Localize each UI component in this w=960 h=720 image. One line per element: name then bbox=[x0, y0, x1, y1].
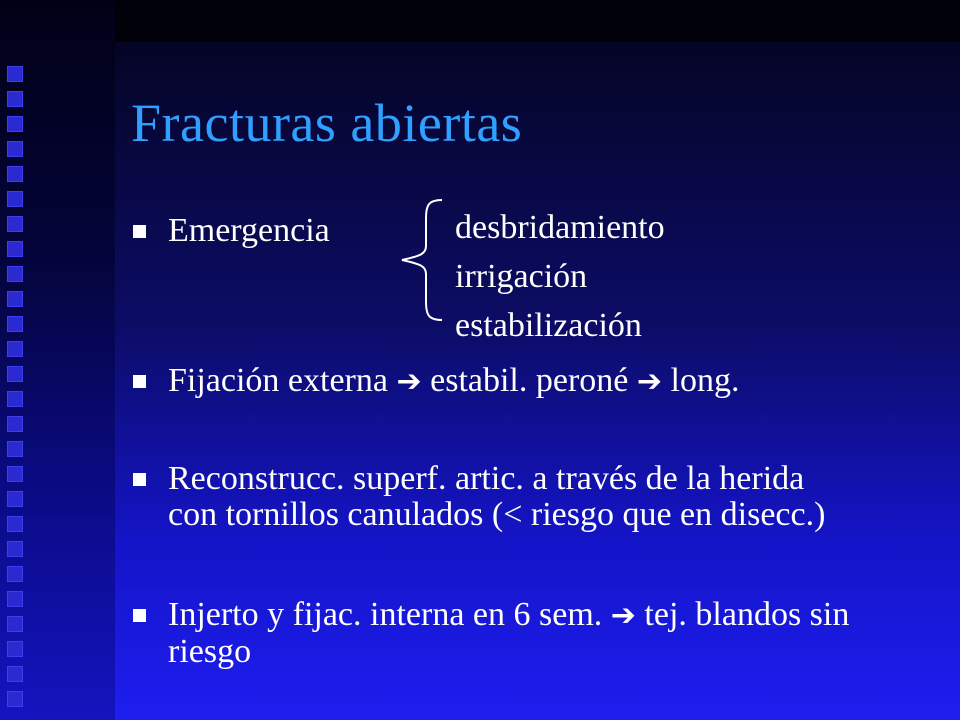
text-line: riesgo bbox=[168, 633, 252, 670]
text-part: Injerto y fijac. interna en 6 sem. bbox=[168, 596, 603, 633]
bullet-text: Emergencia bbox=[168, 212, 330, 249]
curly-brace-icon bbox=[398, 198, 448, 322]
decorative-square bbox=[7, 441, 23, 457]
decorative-square bbox=[7, 366, 23, 382]
text-line: Reconstrucc. superf. artic. a través de la herida bbox=[168, 460, 805, 497]
decorative-square bbox=[7, 416, 23, 432]
decorative-square bbox=[7, 691, 23, 707]
decorative-square bbox=[7, 566, 23, 582]
right-arrow-icon: ➔ bbox=[636, 364, 663, 399]
decorative-square bbox=[7, 66, 23, 82]
bullet-text bbox=[168, 461, 825, 533]
step-item: desbridamiento bbox=[455, 209, 665, 246]
bullet-square-icon bbox=[133, 225, 146, 238]
text-part: long. bbox=[670, 362, 740, 399]
decorative-square bbox=[7, 141, 23, 157]
decorative-squares bbox=[7, 66, 25, 716]
step-item: estabilización bbox=[455, 307, 642, 344]
text-part: estabil. peroné bbox=[430, 362, 629, 399]
decorative-square bbox=[7, 191, 23, 207]
decorative-square bbox=[7, 516, 23, 532]
decorative-square bbox=[7, 491, 23, 507]
decorative-square bbox=[7, 91, 23, 107]
bullet-square-icon bbox=[133, 609, 146, 622]
decorative-square bbox=[7, 266, 23, 282]
text-line bbox=[168, 597, 849, 634]
left-decorative-panel bbox=[0, 0, 115, 720]
emergency-steps-list bbox=[455, 203, 665, 350]
decorative-square bbox=[7, 391, 23, 407]
decorative-square bbox=[7, 216, 23, 232]
decorative-square bbox=[7, 241, 23, 257]
top-dark-band bbox=[115, 0, 960, 42]
bullet-square-icon bbox=[133, 375, 146, 388]
bullet-square-icon bbox=[133, 473, 146, 486]
bullet-reconstruccion bbox=[133, 461, 825, 533]
decorative-square bbox=[7, 166, 23, 182]
bullet-fijacion-externa bbox=[133, 363, 739, 400]
decorative-square bbox=[7, 591, 23, 607]
decorative-square bbox=[7, 341, 23, 357]
text-line: con tornillos canulados (< riesgo que en disecc.) bbox=[168, 496, 826, 533]
decorative-square bbox=[7, 541, 23, 557]
right-arrow-icon: ➔ bbox=[610, 598, 636, 633]
decorative-square bbox=[7, 291, 23, 307]
decorative-square bbox=[7, 116, 23, 132]
right-arrow-icon: ➔ bbox=[396, 364, 422, 399]
bullet-emergencia bbox=[133, 213, 330, 249]
bullet-text bbox=[168, 597, 849, 670]
decorative-square bbox=[7, 316, 23, 332]
text-part: Fijación externa bbox=[168, 362, 388, 399]
decorative-square bbox=[7, 616, 23, 632]
decorative-square bbox=[7, 641, 23, 657]
bullet-text bbox=[168, 363, 739, 400]
decorative-square bbox=[7, 666, 23, 682]
text-part: tej. blandos sin bbox=[644, 596, 850, 633]
decorative-square bbox=[7, 466, 23, 482]
step-item: irrigación bbox=[455, 258, 588, 295]
slide-title: Fracturas abiertas bbox=[131, 93, 523, 153]
bullet-injerto bbox=[133, 597, 849, 670]
